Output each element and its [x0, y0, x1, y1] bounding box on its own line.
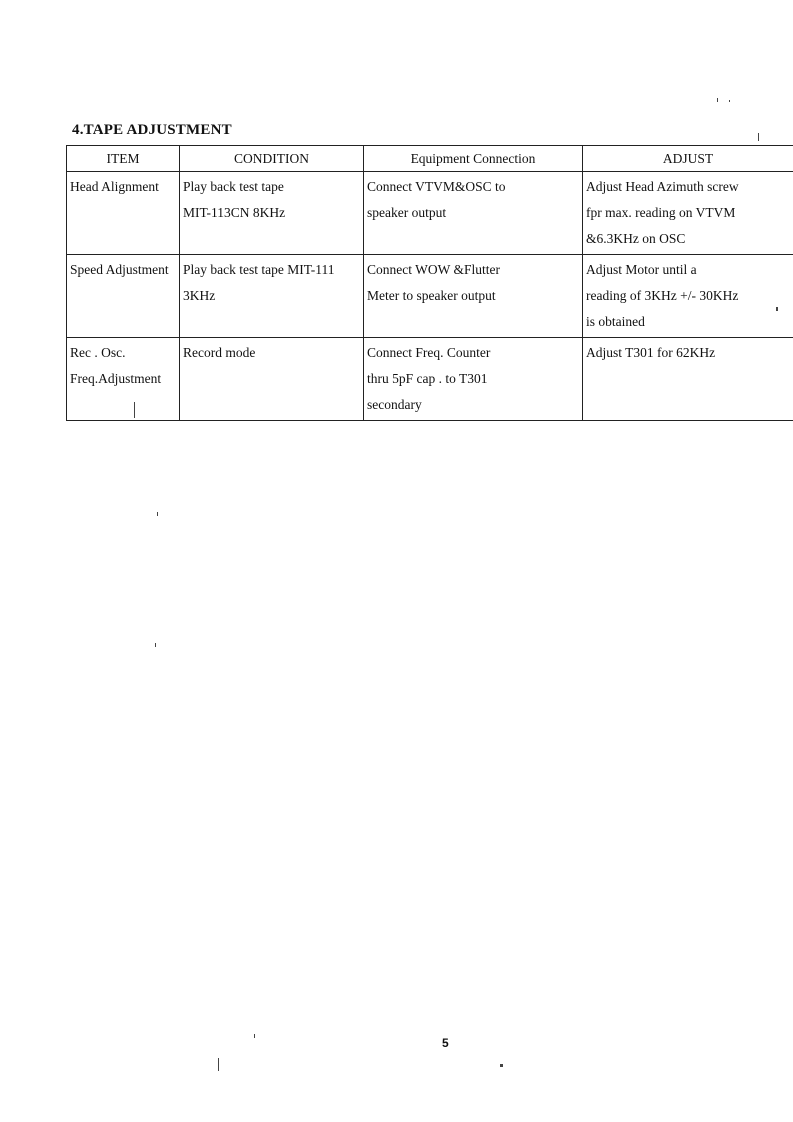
cell-line: Freq.Adjustment [70, 371, 162, 386]
cell-adjust [583, 172, 793, 255]
cell-connection [364, 172, 583, 255]
page-number: 5 [442, 1036, 449, 1050]
scan-artifact [500, 1064, 503, 1067]
cell-connection [364, 338, 583, 421]
table-row [67, 255, 793, 338]
cell-line: 3KHz [183, 288, 216, 303]
cell-line: Connect Freq. Counter [367, 345, 491, 360]
cell-line: MIT-113CN 8KHz [183, 205, 286, 220]
cell-line: secondary [367, 397, 422, 412]
cell-line: Adjust Motor until a [586, 262, 697, 277]
cell-line: Rec . Osc. [70, 345, 126, 360]
scan-artifact [157, 512, 158, 516]
table-row [67, 338, 793, 421]
scan-artifact [717, 98, 718, 102]
cell-line: speaker output [367, 205, 447, 220]
cell-condition [180, 255, 364, 338]
cell-line: Record mode [183, 345, 256, 360]
cell-line: is obtained [586, 314, 645, 329]
scan-artifact [729, 100, 730, 102]
scan-artifact [134, 402, 135, 418]
section-title: 4.TAPE ADJUSTMENT [72, 122, 232, 138]
cell-line: thru 5pF cap . to T301 [367, 371, 488, 386]
cell-line: Play back test tape [183, 179, 284, 194]
cell-line: fpr max. reading on VTVM [586, 205, 736, 220]
cell-adjust [583, 255, 793, 338]
cell-line: Play back test tape MIT-111 [183, 262, 335, 277]
table-header-row [67, 146, 793, 172]
cell-item [67, 255, 180, 338]
header-item: ITEM [67, 146, 180, 172]
cell-line: Connect WOW &Flutter [367, 262, 500, 277]
cell-line: Head Alignment [70, 179, 159, 194]
scan-artifact [218, 1058, 219, 1071]
cell-line: Meter to speaker output [367, 288, 496, 303]
table-row [67, 172, 793, 255]
scan-artifact [776, 307, 778, 311]
cell-line: Adjust Head Azimuth screw [586, 179, 739, 194]
cell-condition [180, 172, 364, 255]
header-equipment-connection: Equipment Connection [364, 146, 583, 172]
header-adjust: ADJUST [583, 146, 793, 172]
cell-line: Adjust T301 for 62KHz [586, 345, 716, 360]
cell-line: &6.3KHz on OSC [586, 231, 686, 246]
cell-item [67, 172, 180, 255]
tape-adjustment-table [66, 145, 793, 421]
cell-item [67, 338, 180, 421]
header-condition: CONDITION [180, 146, 364, 172]
cell-connection [364, 255, 583, 338]
scan-artifact [155, 643, 156, 647]
scan-artifact [758, 133, 759, 141]
cell-condition [180, 338, 364, 421]
cell-adjust [583, 338, 793, 421]
cell-line: reading of 3KHz +/- 30KHz [586, 288, 739, 303]
cell-line: Connect VTVM&OSC to [367, 179, 506, 194]
scan-artifact [254, 1034, 255, 1038]
cell-line: Speed Adjustment [70, 262, 169, 277]
